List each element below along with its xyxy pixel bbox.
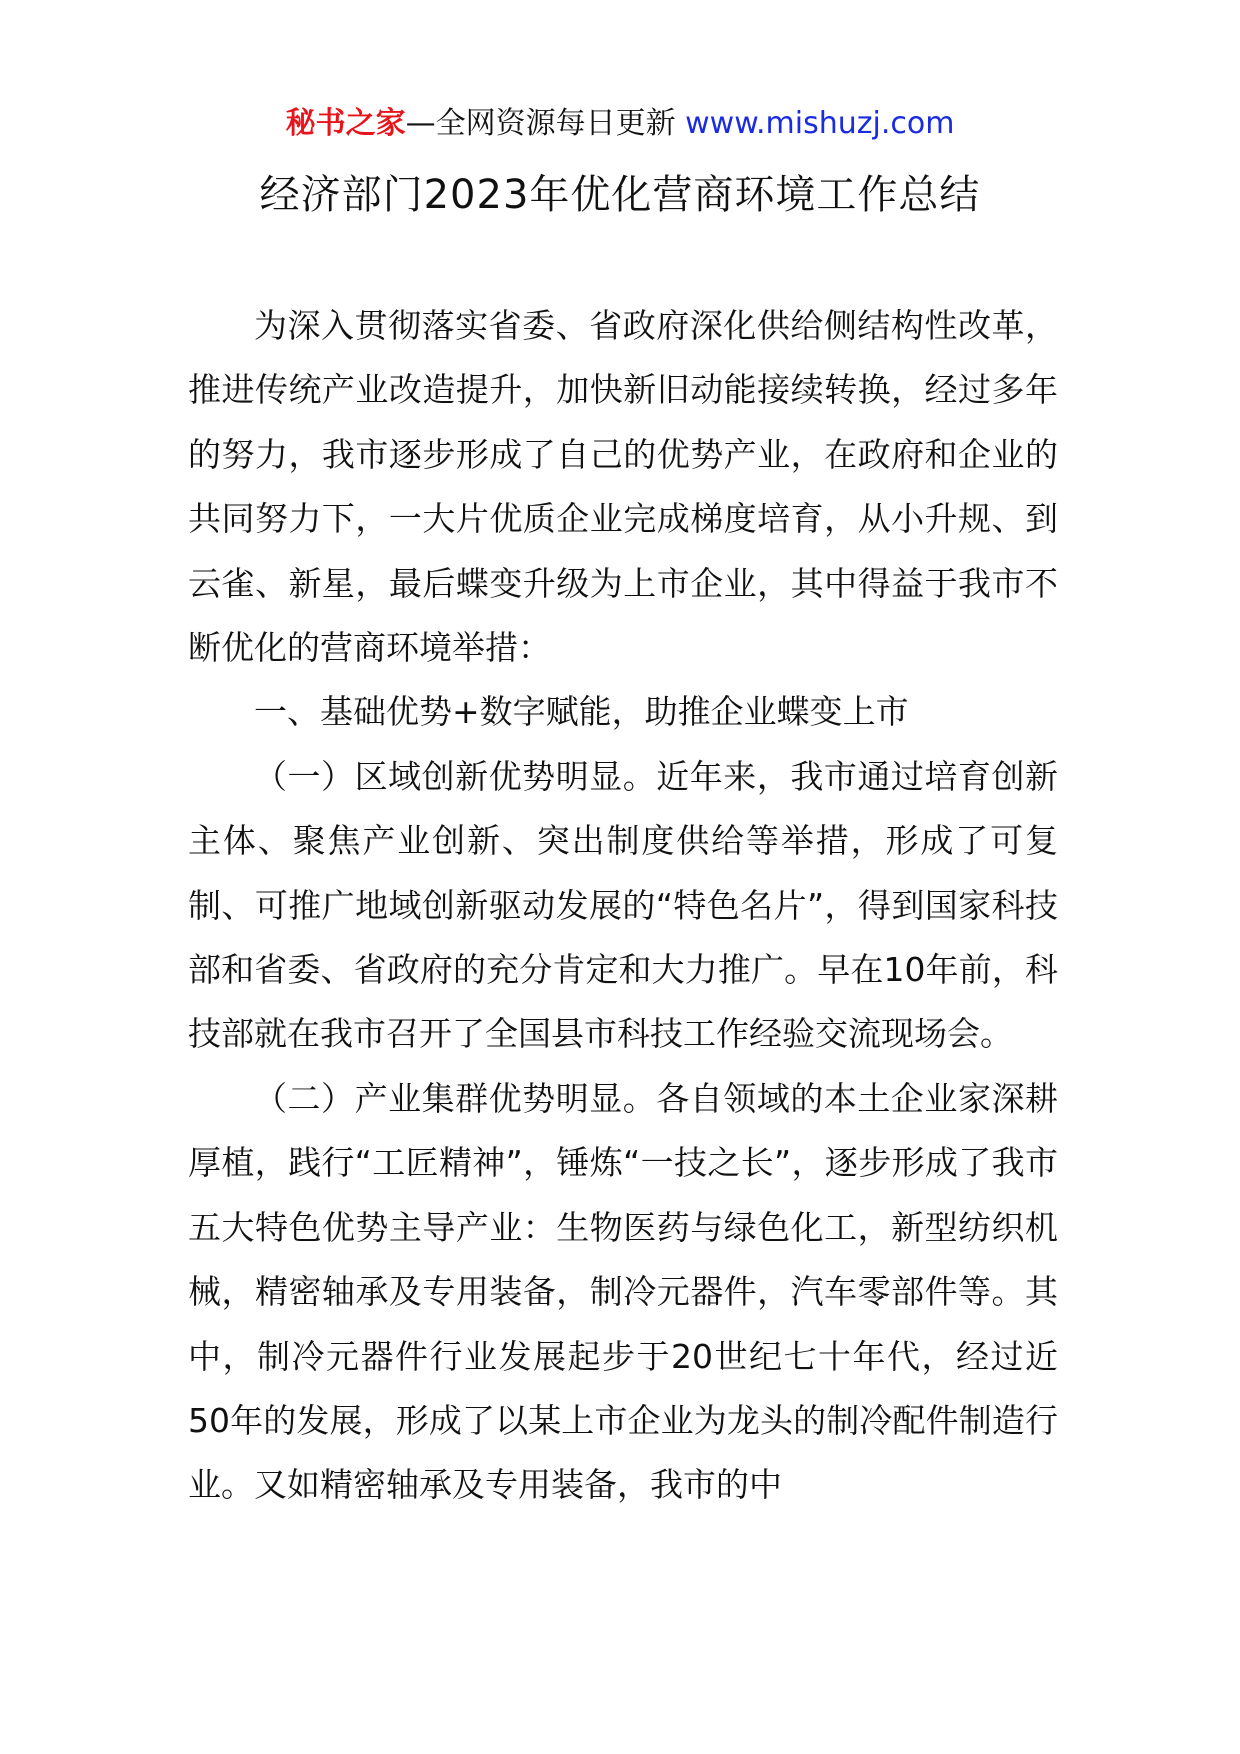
header-tagline: —全网资源每日更新 — [405, 106, 686, 141]
document-title: 经济部门2023年优化营商环境工作总结 — [259, 172, 981, 218]
subsection-paragraph-1: （一）区域创新优势明显。近年来，我市通过培育创新主体、聚焦产业创新、突出制度供给等举措，形成了可复制、可推广地域创新驱动发展的“特色名片”，得到国家科技部和省委、省政府的充分肯定和大力推广。早在10年前，科技部就在我市召开了全国县市科技工作经验交流现场会。 — [188, 756, 1058, 1054]
site-url-link[interactable]: www.mishuzj.com — [685, 106, 955, 141]
subsection-paragraph-2: （二）产业集群优势明显。各自领域的本土企业家深耕厚植，践行“工匠精神”，锤炼“一技之长”，逐步形成了我市五大特色优势主导产业：生物医药与绿色化工，新型纺织机械，精密轴承及专用装备，制冷元器件，汽车零部件等。其中，制冷元器件行业发展起步于20世纪七十年代，经过近50年的发展，形成了以某上市企业为龙头的制冷配件制造行业。又如精密轴承及专用装备，我市的中 — [188, 1078, 1058, 1505]
section-heading-1: 一、基础优势+数字赋能，助推企业蝶变上市 — [254, 692, 909, 732]
brand-name: 秘书之家 — [285, 106, 406, 141]
document-body — [188, 294, 1058, 1518]
site-header — [0, 104, 1240, 144]
intro-paragraph: 为深入贯彻落实省委、省政府深化供给侧结构性改革，推进传统产业改造提升，加快新旧动能接续转换，经过多年的努力，我市逐步形成了自己的优势产业，在政府和企业的共同努力下，一大片优质企业完成梯度培育，从小升规、到云雀、新星，最后蝶变升级为上市企业，其中得益于我市不断优化的营商环境举措： — [188, 306, 1058, 668]
